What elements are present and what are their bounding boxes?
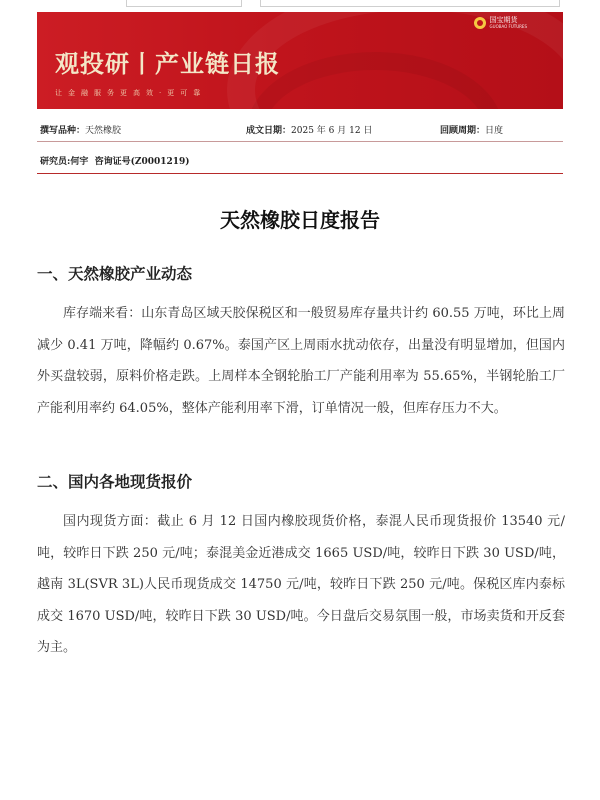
section-heading-industry: 一、天然橡胶产业动态 (37, 264, 193, 283)
banner-slogan: 让金融服务更高效·更可靠 (55, 89, 207, 97)
banner-title: 观投研丨产业链日报 (55, 50, 280, 78)
meta-researcher (40, 154, 190, 167)
report-title: 天然橡胶日度报告 (220, 208, 380, 232)
section-body-spot-price: 国内现货方面：截止 6 月 12 日国内橡胶现货价格，泰混人民币现货报价 13540 元/吨，较昨日下跌 250 元/吨；泰混美金近港成交 1665 USD/吨，较昨日下跌 30 USD/吨，越南 3L(SVR 3L)人民币现货成交 14750 元/吨，较昨日下跌 250 元/吨。保税区库内泰标成交 1670 USD/吨，较昨日下跌 30 USD/吨。今日盘后交易氛围一般，市场卖货和开反套为主。 (37, 514, 565, 655)
meta-variety (40, 123, 121, 136)
header-divider (37, 173, 563, 174)
logo-name: 国宝期货 (489, 16, 518, 24)
header-banner (37, 12, 563, 109)
logo-icon (474, 17, 486, 29)
company-logo (474, 17, 527, 29)
logo-english: GUOBAO FUTURES (489, 24, 527, 29)
researcher-cert: 咨询证号(Z0001219) (94, 157, 190, 167)
researcher-name: 研究员:何宇 (40, 157, 89, 167)
top-frame-right (260, 0, 560, 7)
meta-period-value: 日度 (485, 126, 504, 136)
meta-divider (37, 141, 563, 142)
meta-date (246, 123, 372, 136)
meta-variety-value: 天然橡胶 (85, 126, 122, 136)
section-heading-spot-price: 二、国内各地现货报价 (37, 472, 193, 491)
meta-period-label: 回顾周期： (440, 126, 486, 136)
meta-variety-label: 撰写品种： (40, 126, 86, 136)
meta-date-value: 2025 年 6 月 12 日 (291, 126, 373, 136)
meta-period (440, 123, 503, 136)
meta-date-label: 成文日期： (246, 126, 292, 136)
top-frame-left (126, 0, 242, 7)
section-body-industry: 库存端来看：山东青岛区域天胶保税区和一般贸易库存量共计约 60.55 万吨，环比上周减少 0.41 万吨，降幅约 0.67%。泰国产区上周雨水扰动依存，出量没有明显增加，但国内外买盘较弱，原料价格走跌。上周样本全钢轮胎工厂产能利用率为 55.65%，半钢轮胎工厂产能利用率约 64.05%，整体产能利用率下滑，订单情况一般，但库存压力不大。 (37, 306, 565, 416)
